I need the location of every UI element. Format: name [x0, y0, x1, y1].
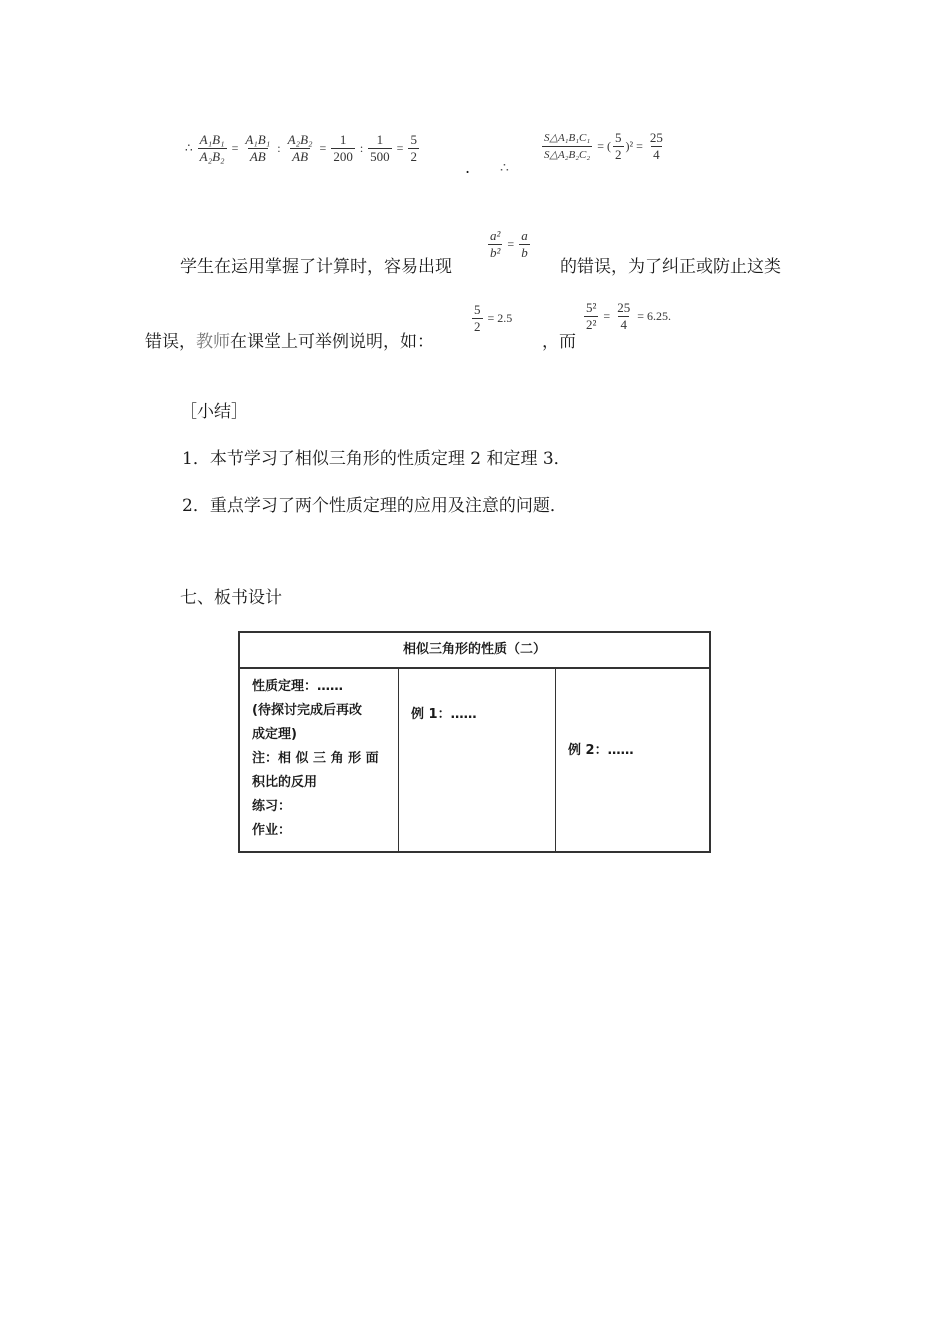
- blackboard-design-table: [238, 631, 711, 853]
- fraction-5-2-squared: $\frac{5}{2}$: [615, 130, 622, 162]
- paragraph-example: 错误，教师在课堂上可举例说明，如：: [145, 332, 434, 352]
- fraction-a1b1-a2b2: $\frac{\text{A₁B₁}}{\text{A₂B₂}}$: [199, 132, 225, 164]
- board-line: 积比的反用: [252, 775, 318, 790]
- fraction-5-2-example: $\frac{5}{2}$: [474, 302, 481, 334]
- example-2-label: 例 2：……: [568, 743, 634, 758]
- board-line: 成定理): [252, 727, 297, 742]
- formula-ratio-row: ∴ $\frac{\text{A₁B₁}}{\text{A₂B₂}}$ = $\frac{\text{A₁B₁}}{AB}$ : $\frac{\text{A₂B₂}}{AB}$ = $\frac{1}{200}$ : $\frac{1}{500}$ = $\frac{5}{2}$: [185, 132, 417, 164]
- fraction-a1b1-ab: $\frac{\text{A₁B₁}}{AB}$: [245, 132, 271, 164]
- teacher-word: 教师: [196, 332, 230, 352]
- board-line: (待探讨完成后再改: [252, 703, 362, 718]
- summary-item-2: 2．重点学习了两个性质定理的应用及注意的问题．: [182, 496, 567, 516]
- board-line: 作业：: [252, 823, 292, 838]
- board-column-2: [399, 669, 556, 853]
- therefore-symbol-2: ∴: [500, 160, 509, 176]
- board-columns: [240, 669, 709, 853]
- formula-area-ratio: $\frac{\text{S△A₁B₁C₁}}{\text{S△A₂B₂C₂}}$ = ( $\frac{5}{2}$ )² = $\frac{25}{4}$: [544, 130, 663, 162]
- period-mark: .: [465, 158, 471, 177]
- fraction-a2-b2: $\frac{\text{a²}}{\text{b²}}$: [490, 228, 501, 260]
- fraction-1-500: $\frac{1}{500}$: [370, 132, 390, 164]
- formula-wrong-simplification: $\frac{\text{a²}}{\text{b²}}$ = $\frac{a}{b}$: [490, 228, 528, 260]
- example-1-label: 例 1：……: [411, 707, 477, 722]
- formula-example-1: $\frac{5}{2}$ = 2.5: [474, 302, 513, 334]
- fraction-a-b: $\frac{a}{b}$: [521, 228, 528, 260]
- formula-example-2: $\frac{\text{5²}}{\text{2²}}$ = $\frac{25}{4}$ = 6.25.: [586, 300, 671, 332]
- board-column-1: [240, 669, 399, 853]
- board-line: 注：相 似 三 角 形 面: [252, 751, 379, 766]
- fraction-5sq-2sq: $\frac{\text{5²}}{\text{2²}}$: [586, 300, 597, 332]
- fraction-a2b2-ab: $\frac{\text{A₂B₂}}{AB}$: [287, 132, 313, 164]
- fraction-1-200: $\frac{1}{200}$: [333, 132, 353, 164]
- therefore-symbol: ∴: [185, 141, 193, 155]
- fraction-25-4-example: $\frac{25}{4}$: [617, 300, 631, 332]
- fraction-25-4: $\frac{25}{4}$: [649, 130, 663, 162]
- board-title: 相似三角形的性质（二）: [240, 633, 709, 669]
- section-7-heading: 七、板书设计: [180, 588, 282, 608]
- paragraph-common-error: 学生在运用掌握了计算时，容易出现: [180, 257, 452, 277]
- board-line: 练习：: [252, 799, 292, 814]
- paragraph-common-error-cont: 的错误，为了纠正或防止这类: [560, 257, 781, 277]
- word-er: ，而: [542, 332, 576, 352]
- summary-item-1: 1．本节学习了相似三角形的性质定理 2 和定理 3．: [182, 449, 571, 469]
- fraction-area: $\frac{\text{S△A₁B₁C₁}}{\text{S△A₂B₂C₂}}$: [544, 132, 591, 161]
- fraction-5-2: $\frac{5}{2}$: [410, 132, 417, 164]
- board-column-3: [556, 669, 709, 853]
- board-line: 性质定理：……: [252, 679, 344, 694]
- summary-heading: ［小结］: [180, 402, 248, 422]
